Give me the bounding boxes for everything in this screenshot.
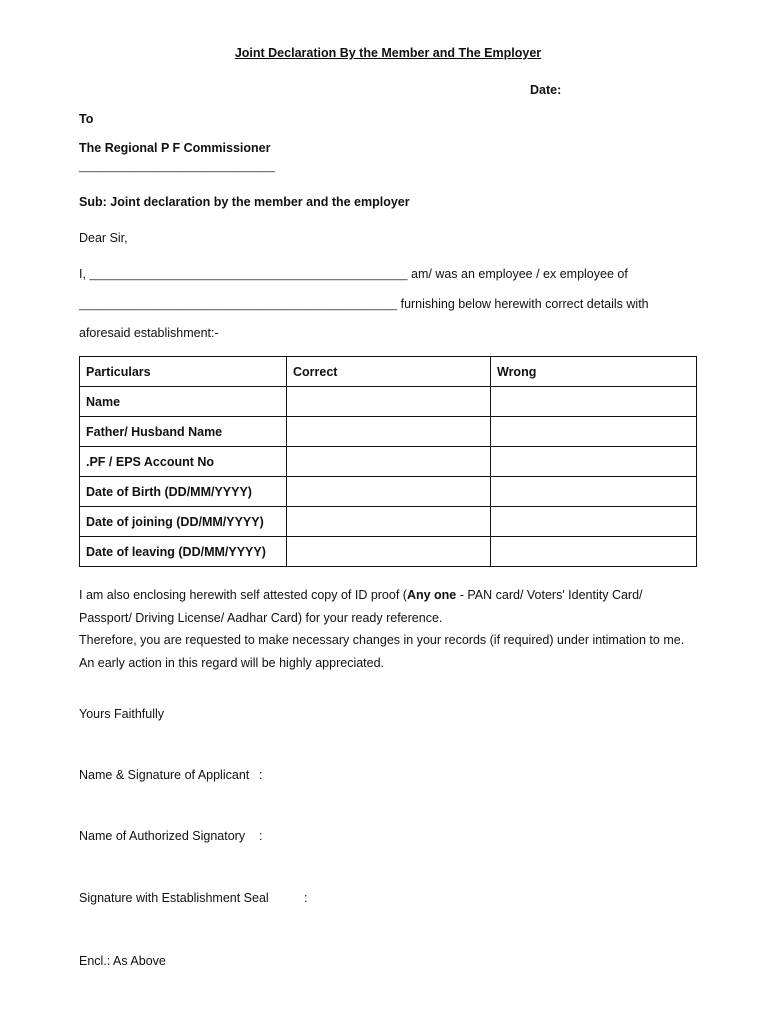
correct-cell (287, 447, 491, 477)
request-paragraph: Therefore, you are requested to make necessary changes in your records (if required) under intimation to me. (79, 633, 685, 647)
correct-cell (287, 477, 491, 507)
row-label: Name (80, 387, 287, 417)
row-label: Date of joining (DD/MM/YYYY) (80, 507, 287, 537)
table-row (80, 537, 697, 567)
recipient-name: The Regional P F Commissioner (79, 141, 271, 155)
table-header-row (80, 357, 697, 387)
enclose-text-bold: Any one (406, 588, 457, 602)
table-row (80, 387, 697, 417)
salutation: Dear Sir, (79, 231, 128, 245)
table-row (80, 477, 697, 507)
wrong-cell (491, 417, 697, 447)
table-row (80, 417, 697, 447)
wrong-cell (491, 477, 697, 507)
applicant-signature-colon: : (259, 768, 263, 782)
authorized-signatory-label: Name of Authorized Signatory (79, 829, 246, 843)
authorized-signatory-colon: : (259, 829, 263, 843)
enclosure-note: Encl.: As Above (79, 954, 166, 968)
applicant-signature-label: Name & Signature of Applicant (79, 768, 250, 782)
date-label: Date: (530, 83, 562, 97)
employee-name-blank: ____________________________________________________ (89, 269, 408, 281)
enclosure-paragraph-line-2: Passport/ Driving License/ Aadhar Card) for your ready reference. (79, 611, 443, 625)
header-particulars: Particulars (80, 357, 287, 387)
enclose-text-post: - PAN card/ Voters' Identity Card/ (456, 588, 643, 602)
intro-line-2 (79, 297, 649, 311)
intro-line-1-suffix: am/ was an employee / ex employee of (407, 267, 628, 281)
header-correct: Correct (287, 357, 491, 387)
document-title: Joint Declaration By the Member and The Employer (234, 46, 542, 60)
intro-line-1 (79, 267, 628, 281)
establishment-blank: ____________________________________________________ (79, 299, 398, 311)
to-label: To (79, 112, 94, 126)
correct-cell (287, 417, 491, 447)
header-wrong: Wrong (491, 357, 697, 387)
intro-line-3: aforesaid establishment:- (79, 326, 219, 340)
wrong-cell (491, 447, 697, 477)
wrong-cell (491, 387, 697, 417)
correct-cell (287, 537, 491, 567)
row-label: Father/ Husband Name (80, 417, 287, 447)
establishment-seal-label: Signature with Establishment Seal (79, 891, 269, 905)
establishment-seal-colon: : (304, 891, 308, 905)
enclose-text-pre: I am also enclosing herewith self attested copy of ID proof ( (79, 588, 407, 602)
row-label: Date of leaving (DD/MM/YYYY) (80, 537, 287, 567)
correct-cell (287, 507, 491, 537)
row-label: .PF / EPS Account No (80, 447, 287, 477)
table-row (80, 507, 697, 537)
wrong-cell (491, 507, 697, 537)
intro-prefix: I, (79, 267, 90, 281)
early-action-line: An early action in this regard will be highly appreciated. (79, 656, 385, 670)
row-label: Date of Birth (DD/MM/YYYY) (80, 477, 287, 507)
correct-cell (287, 387, 491, 417)
yours-faithfully: Yours Faithfully (79, 707, 164, 721)
table-row (80, 447, 697, 477)
wrong-cell (491, 537, 697, 567)
subject-line: Sub: Joint declaration by the member and the employer (79, 195, 410, 209)
details-table (79, 356, 697, 567)
recipient-address-line: ________________________________ (79, 161, 275, 173)
enclosure-paragraph (79, 584, 643, 607)
intro-line-2-suffix: furnishing below herewith correct details with (397, 297, 649, 311)
